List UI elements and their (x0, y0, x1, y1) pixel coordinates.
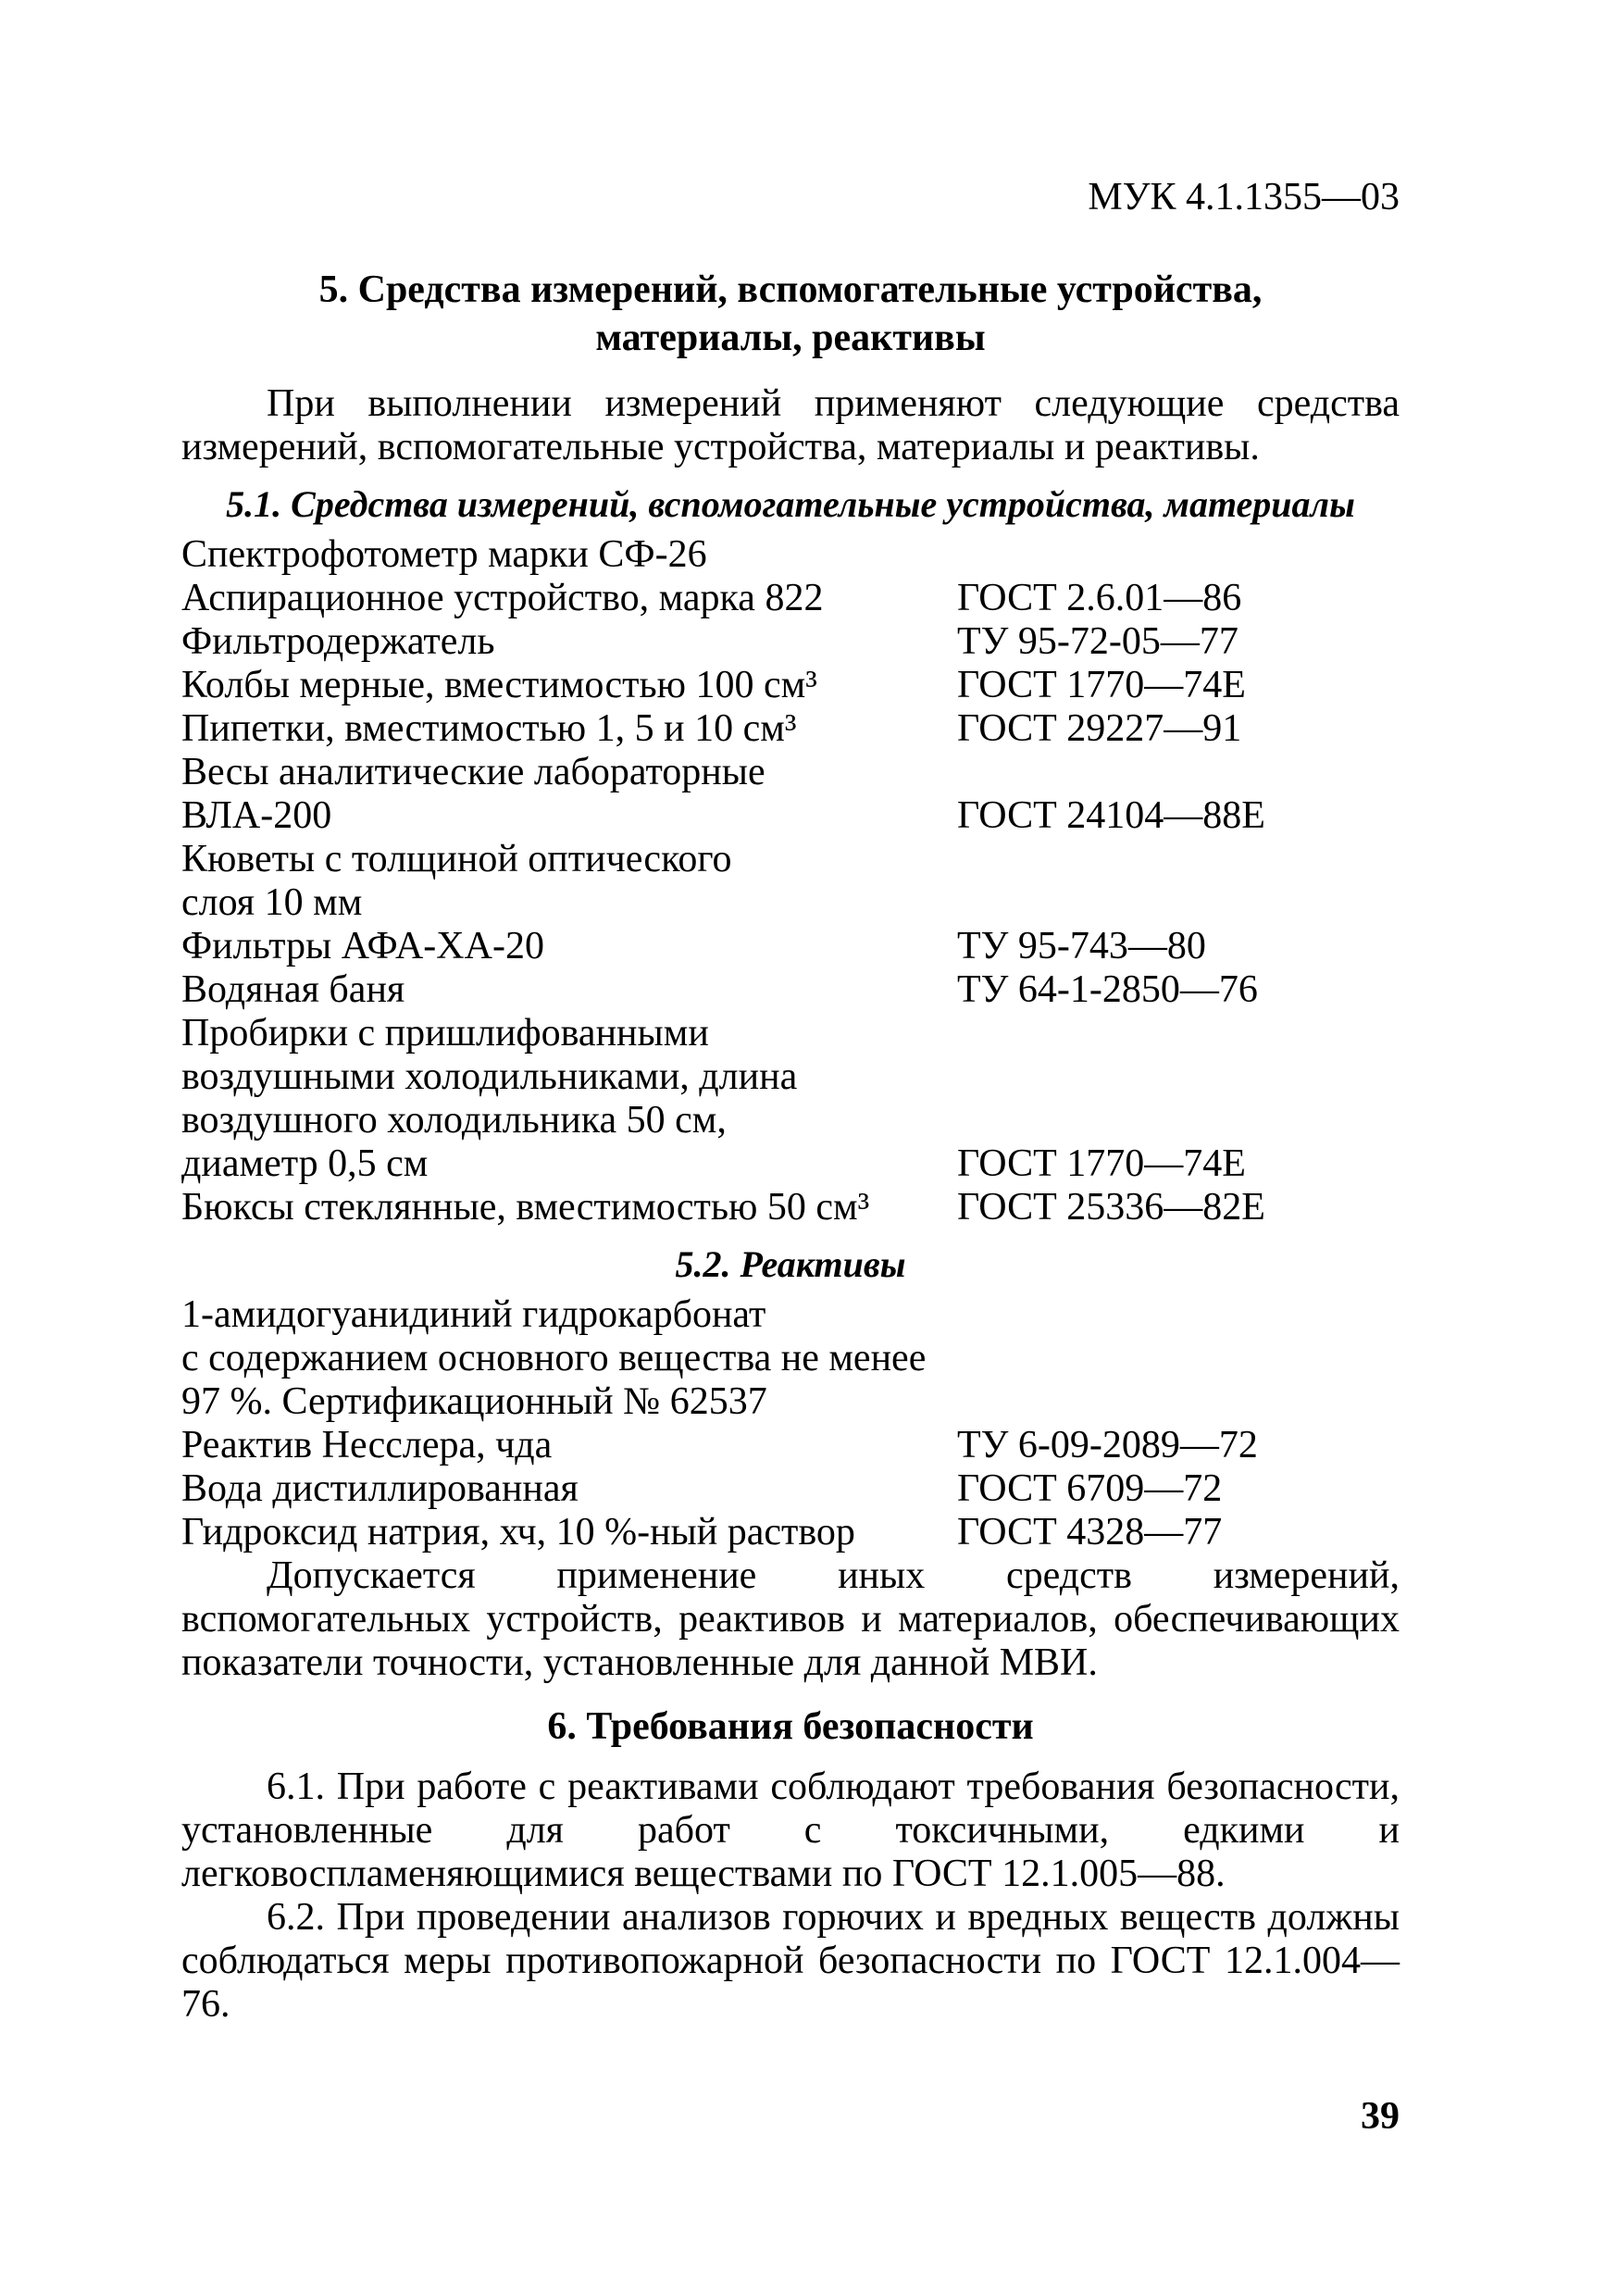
reagent-name: с содержанием основного вещества не менее (181, 1337, 927, 1379)
document-page (181, 176, 1400, 2027)
reagent-name: Вода дистиллированная (181, 1467, 579, 1510)
equipment-standard (957, 1012, 1400, 1055)
equipment-name: Пипетки, вместимостью 1, 5 и 10 см³ (181, 707, 797, 750)
reagent-name: Гидроксид натрия, хч, 10 %-ный раствор (181, 1511, 855, 1554)
document-code: МУК 4.1.1355—03 (1088, 176, 1400, 218)
equipment-name: Пробирки с пришлифованными (181, 1012, 709, 1054)
equipment-name: Аспирационное устройство, марка 822 (181, 577, 824, 619)
equipment-row (181, 881, 1400, 925)
reagent-standard: ТУ 6-09-2089—72 (957, 1424, 1258, 1466)
equipment-row (181, 1142, 1400, 1186)
reagent-standard: ГОСТ 6709—72 (957, 1467, 1223, 1510)
equipment-name: Колбы мерные, вместимостью 100 см³ (181, 664, 817, 706)
equipment-standard: ТУ 95-72-05—77 (957, 620, 1238, 663)
equipment-standard: ГОСТ 24104—88Е (957, 794, 1265, 837)
reagents-list (181, 1293, 1400, 1554)
equipment-row (181, 577, 1400, 620)
equipment-standard: ГОСТ 25336—82Е (957, 1186, 1265, 1229)
equipment-name: диаметр 0,5 см (181, 1142, 429, 1185)
reagent-standard: ГОСТ 4328—77 (957, 1511, 1223, 1554)
equipment-row (181, 968, 1400, 1012)
equipment-row (181, 1012, 1400, 1055)
equipment-standard (957, 533, 1400, 577)
equipment-list (181, 533, 1400, 1229)
reagent-standard (957, 1380, 1400, 1424)
page-number: 39 (1361, 2095, 1400, 2138)
equipment-standard: ГОСТ 1770—74Е (957, 664, 1246, 706)
subsection-5-1-title: 5.1. Средства измерений, вспомогательные устройства, материалы (226, 483, 1355, 525)
equipment-standard (957, 838, 1400, 881)
equipment-row (181, 838, 1400, 881)
reagent-row (181, 1293, 1400, 1337)
equipment-standard (957, 881, 1400, 925)
reagent-name: Реактив Несслера, чда (181, 1424, 553, 1466)
equipment-row (181, 925, 1400, 968)
equipment-row (181, 751, 1400, 794)
equipment-row (181, 1099, 1400, 1142)
equipment-name: Фильтродержатель (181, 620, 495, 663)
equipment-standard: ТУ 95-743—80 (957, 925, 1206, 967)
equipment-name: Весы аналитические лабораторные (181, 751, 765, 793)
reagent-standard (957, 1293, 1400, 1337)
equipment-row (181, 664, 1400, 707)
equipment-standard (957, 1055, 1400, 1099)
equipment-name: ВЛА-200 (181, 794, 332, 837)
reagent-row (181, 1511, 1400, 1554)
allowance-paragraph: Допускается применение иных средств измерений, вспомогательных устройств, реактивов и материалов, обеспечивающих показатели точности, установленные для данной МВИ. (181, 1554, 1400, 1684)
reagent-row (181, 1467, 1400, 1511)
section-6-title: 6. Требования безопасности (547, 1705, 1034, 1748)
equipment-row (181, 707, 1400, 751)
equipment-name: Фильтры АФА-ХА-20 (181, 925, 544, 967)
equipment-row (181, 1055, 1400, 1099)
safety-paragraph-6-2: 6.2. При проведении анализов горючих и вредных веществ должны соблюдаться меры противопожарной безопасности по ГОСТ 12.1.004—76. (181, 1896, 1400, 2026)
equipment-name: Бюксы стеклянные, вместимостью 50 см³ (181, 1186, 870, 1229)
section-5-title-line2: материалы, реактивы (595, 317, 986, 359)
reagent-row (181, 1380, 1400, 1424)
equipment-standard (957, 1099, 1400, 1142)
reagent-row (181, 1337, 1400, 1380)
equipment-name: воздушными холодильниками, длина (181, 1055, 798, 1098)
section-5-intro: При выполнении измерений применяют следующие средства измерений, вспомогательные устройства, материалы и реактивы. (181, 382, 1400, 468)
equipment-row (181, 620, 1400, 664)
equipment-name: Спектрофотометр марки СФ-26 (181, 533, 707, 576)
equipment-standard (957, 751, 1400, 794)
equipment-name: слоя 10 мм (181, 881, 363, 924)
equipment-name: Водяная баня (181, 968, 405, 1011)
reagent-row (181, 1424, 1400, 1467)
equipment-name: Кюветы с толщиной оптического (181, 838, 732, 880)
equipment-standard: ТУ 64-1-2850—76 (957, 968, 1258, 1011)
equipment-standard: ГОСТ 29227—91 (957, 707, 1242, 750)
equipment-standard: ГОСТ 1770—74Е (957, 1142, 1246, 1185)
section-5-title (181, 266, 1400, 362)
equipment-standard: ГОСТ 2.6.01—86 (957, 577, 1242, 619)
equipment-name: воздушного холодильника 50 см, (181, 1099, 727, 1142)
section-5-title-line1: 5. Средства измерений, вспомогательные устройства, (318, 268, 1263, 311)
equipment-row (181, 794, 1400, 838)
reagent-name: 1-амидогуанидиний гидрокарбонат (181, 1293, 766, 1336)
reagent-standard (957, 1337, 1400, 1380)
equipment-row (181, 533, 1400, 577)
reagent-name: 97 %. Сертификационный № 62537 (181, 1380, 767, 1423)
safety-paragraph-6-1: 6.1. При работе с реактивами соблюдают требования безопасности, установленные для работ с токсичными, едкими и легковоспламеняющимися веществами по ГОСТ 12.1.005—88. (181, 1766, 1400, 1895)
equipment-row (181, 1186, 1400, 1229)
subsection-5-2-title: 5.2. Реактивы (675, 1243, 906, 1285)
